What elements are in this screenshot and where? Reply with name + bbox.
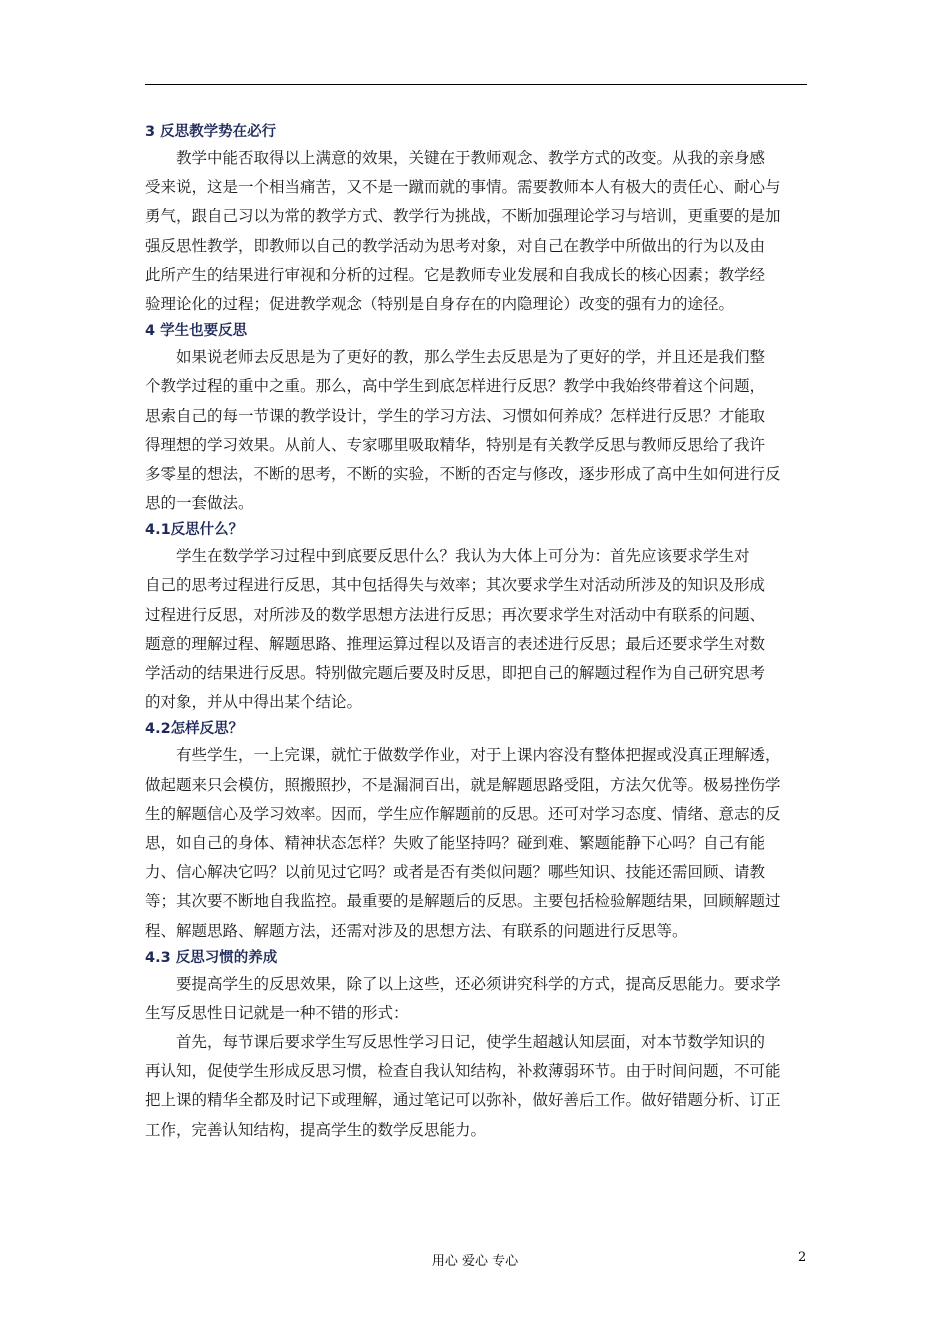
- paragraph-line: 如果说老师去反思是为了更好的教，那么学生去反思是为了更好的学，并且还是我们整: [145, 348, 766, 367]
- paragraph-line: 勇气，跟自己习以为常的教学方式、教学行为挑战，不断加强理论学习与培训，更重要的是加: [145, 207, 781, 226]
- paragraph-line: 生写反思性日记就是一种不错的形式：: [145, 1003, 409, 1022]
- paragraph-line: 做起题来只会模仿，照搬照抄，不是漏洞百出，就是解题思路受阻，方法欠优等。极易挫伤学: [145, 775, 781, 794]
- paragraph-line: 得理想的学习效果。从前人、专家哪里吸取精华，特别是有关教学反思与教师反思给了我许: [145, 435, 766, 454]
- body-paragraph: [145, 741, 807, 945]
- paragraph-line: 强反思性教学，即教师以自己的教学活动为思考对象，对自己在教学中所做出的行为以及由: [145, 236, 766, 255]
- paragraph-line: 个教学过程的重中之重。那么，高中学生到底怎样进行反思？教学中我始终带着这个问题，: [145, 377, 766, 396]
- paragraph-line: 等；其次要不断地自我监控。最重要的是解题后的反思。主要包括检验解题结果，回顾解题过: [145, 892, 781, 911]
- paragraph-line: 首先，每节课后要求学生写反思性学习日记，使学生超越认知层面，对本节数学知识的: [145, 1033, 766, 1052]
- paragraph-line: 工作，完善认知结构，提高学生的数学反思能力。: [145, 1120, 487, 1139]
- page-number: 2: [798, 1250, 807, 1265]
- paragraph-line: 受来说，这是一个相当痛苦，又不是一蹴而就的事情。需要教师本人有极大的责任心、耐心与: [145, 178, 781, 197]
- body-paragraph: [145, 144, 807, 319]
- header-rule: [145, 84, 807, 85]
- paragraph-line: 思，如自己的身体、精神状态怎样？失败了能坚持吗？碰到难、繁题能静下心吗？自己有能: [145, 833, 766, 852]
- body-paragraph: [145, 343, 807, 518]
- body-paragraph: [145, 1028, 807, 1145]
- paragraph-line: 学活动的结果进行反思。特别做完题后要及时反思，即把自己的解题过程作为自己研究思考: [145, 664, 766, 682]
- section-heading: 4.2怎样反思？: [145, 721, 244, 738]
- paragraph-line: 思索自己的每一节课的教学设计，学生的学习方法、习惯如何养成？怎样进行反思？才能取: [145, 406, 766, 425]
- paragraph-line: 自己的思考过程进行反思，其中包括得失与效率；其次要求学生对活动所涉及的知识及形成: [145, 576, 766, 595]
- body-paragraph: [145, 542, 807, 717]
- paragraph-line: 此所产生的结果进行审视和分析的过程。它是教师专业发展和自我成长的核心因素；教学经: [145, 265, 766, 284]
- section-heading: 4.1反思什么？: [145, 522, 244, 539]
- footer-slogan: 用心 爱心 专心: [431, 1254, 519, 1269]
- paragraph-line: 再认知，促使学生形成反思习惯，检查自我认知结构，补救薄弱环节。由于时间问题，不可能: [145, 1062, 781, 1081]
- body-paragraph: [145, 970, 807, 1028]
- paragraph-line: 教学中能否取得以上满意的效果，关键在于教师观念、教学方式的改变。从我的亲身感: [145, 149, 766, 167]
- paragraph-line: 力、信心解决它吗？以前见过它吗？或者是否有类似问题？哪些知识、技能还需回顾、请教: [145, 863, 766, 882]
- paragraph-line: 把上课的精华全都及时记下或理解，通过笔记可以弥补，做好善后工作。做好错题分析、订正: [145, 1091, 781, 1110]
- paragraph-line: 要提高学生的反思效果，除了以上这些，还必须讲究科学的方式，提高反思能力。要求学: [145, 974, 781, 993]
- paragraph-line: 的对象，并从中得出某个结论。: [145, 693, 363, 712]
- paragraph-line: 学生在数学学习过程中到底要反思什么？我认为大体上可分为：首先应该要求学生对: [145, 547, 750, 566]
- paragraph-line: 有些学生，一上完课，就忙于做数学作业，对于上课内容没有整体把握或没真正理解透，: [145, 746, 781, 765]
- paragraph-line: 程、解题思路、解题方法，还需对涉及的思想方法、有联系的问题进行反思等。: [145, 921, 688, 940]
- section-heading: 3 反思教学势在必行: [145, 124, 277, 140]
- paragraph-line: 题意的理解过程、解题思路、推理运算过程以及语言的表述进行反思；最后还要求学生对数: [145, 634, 766, 653]
- paragraph-line: 思的一套做法。: [145, 494, 254, 513]
- paragraph-line: 生的解题信心及学习效率。因而，学生应作解题前的反思。还可对学习态度、情绪、意志的反: [145, 804, 781, 823]
- section-heading: 4 学生也要反思: [145, 323, 248, 340]
- section-heading: 4.3 反思习惯的养成: [145, 949, 278, 966]
- paragraph-line: 验理论化的过程；促进教学观念（特别是自身存在的内隐理论）改变的强有力的途径。: [145, 294, 735, 313]
- paragraph-line: 多零星的想法，不断的思考，不断的实验，不断的否定与修改，逐步形成了高中生如何进行反: [145, 464, 781, 483]
- document-body: [145, 120, 807, 1145]
- paragraph-line: 过程进行反思，对所涉及的数学思想方法进行反思；再次要求学生对活动中有联系的问题、: [145, 605, 766, 624]
